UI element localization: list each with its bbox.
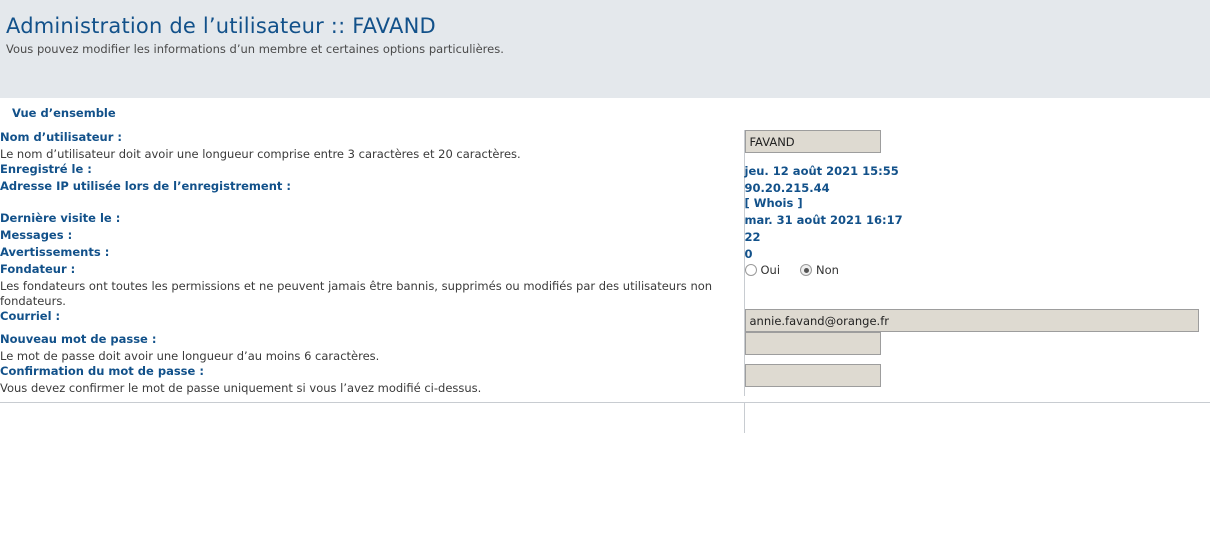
posts-label: Messages : — [0, 228, 73, 242]
row-confirm-password — [0, 364, 1210, 396]
founder-label-cell — [0, 262, 744, 309]
radio-no-icon[interactable] — [800, 264, 812, 276]
row-new-password — [0, 332, 1210, 364]
founder-value-cell — [744, 262, 1210, 309]
founder-description: Les fondateurs ont toutes les permissions et ne peuvent jamais être bannis, supprimés ou modifiés par des utilisateurs non fondateurs. — [0, 279, 713, 308]
registered-label-cell — [0, 162, 744, 179]
registered-value: jeu. 12 août 2021 15:55 — [744, 164, 899, 178]
founder-option-no[interactable] — [800, 263, 839, 277]
founder-option-yes[interactable] — [745, 263, 781, 277]
username-label: Nom d’utilisateur : — [0, 130, 122, 144]
row-registered — [0, 162, 1210, 179]
last-visit-label-cell — [0, 211, 744, 228]
posts-value-cell — [744, 228, 1210, 245]
row-warnings — [0, 245, 1210, 262]
posts-value: 22 — [744, 230, 761, 244]
warnings-value: 0 — [744, 247, 753, 261]
row-username — [0, 130, 1210, 162]
username-input[interactable] — [745, 130, 881, 153]
row-founder — [0, 262, 1210, 309]
warnings-value-cell — [744, 245, 1210, 262]
whois-link[interactable]: [ Whois ] — [744, 196, 803, 210]
radio-yes-icon[interactable] — [745, 264, 757, 276]
warnings-label: Avertissements : — [0, 245, 110, 259]
user-admin-panel — [0, 98, 1210, 433]
email-value-cell — [744, 309, 1210, 332]
confirm-password-description: Vous devez confirmer le mot de passe uniquement si vous l’avez modifié ci-dessus. — [0, 381, 482, 395]
row-registration-ip — [0, 179, 1210, 211]
confirm-password-value-cell — [744, 364, 1210, 396]
row-posts — [0, 228, 1210, 245]
founder-label: Fondateur : — [0, 262, 76, 276]
registered-label: Enregistré le : — [0, 162, 92, 176]
page-title: Administration de l’utilisateur :: FAVAND — [6, 14, 436, 38]
page-header — [0, 0, 1210, 98]
registration-ip-label: Adresse IP utilisée lors de l’enregistrement : — [0, 179, 291, 193]
last-visit-label: Dernière visite le : — [0, 211, 121, 225]
confirm-password-field[interactable] — [745, 364, 881, 387]
username-value-cell — [744, 130, 1210, 162]
registration-ip-value-cell — [744, 179, 1210, 211]
registration-ip-label-cell — [0, 179, 744, 211]
founder-radio-group — [745, 262, 1210, 277]
new-password-label: Nouveau mot de passe : — [0, 332, 157, 346]
confirm-password-label: Confirmation du mot de passe : — [0, 364, 204, 378]
section-title-overview: Vue d’ensemble — [12, 106, 116, 120]
email-field[interactable] — [745, 309, 1199, 332]
user-details-form — [0, 130, 1210, 396]
row-email — [0, 309, 1210, 332]
form-column-divider-tail — [744, 403, 1210, 433]
registered-value-cell — [744, 162, 1210, 179]
warnings-label-cell — [0, 245, 744, 262]
founder-option-no-label: Non — [816, 263, 839, 277]
last-visit-value: mar. 31 août 2021 16:17 — [744, 213, 903, 227]
username-label-cell — [0, 130, 744, 162]
new-password-description: Le mot de passe doit avoir une longueur d’au moins 6 caractères. — [0, 349, 380, 363]
new-password-field[interactable] — [745, 332, 881, 355]
username-description: Le nom d’utilisateur doit avoir une longueur comprise entre 3 caractères et 20 caractères. — [0, 147, 521, 161]
email-label: Courriel : — [0, 309, 61, 323]
new-password-value-cell — [744, 332, 1210, 364]
email-label-cell — [0, 309, 744, 332]
registration-ip-value: 90.20.215.44 — [744, 181, 830, 195]
row-last-visit — [0, 211, 1210, 228]
new-password-label-cell — [0, 332, 744, 364]
founder-option-yes-label: Oui — [760, 263, 781, 277]
confirm-password-label-cell — [0, 364, 744, 396]
posts-label-cell — [0, 228, 744, 245]
last-visit-value-cell — [744, 211, 1210, 228]
page-subtitle: Vous pouvez modifier les informations d’un membre et certaines options particulières. — [6, 42, 504, 56]
